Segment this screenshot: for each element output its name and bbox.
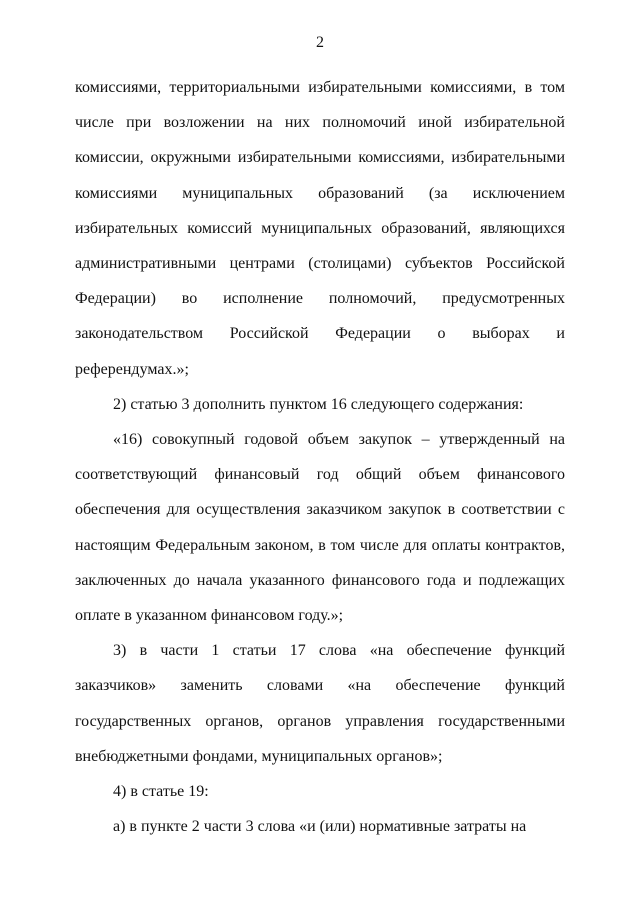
paragraph-subitem-a: а) в пункте 2 части 3 слова «и (или) нормативные затраты на xyxy=(113,818,527,836)
paragraph-item-2: 2) статью 3 дополнить пунктом 16 следующего содержания: xyxy=(113,395,524,413)
paragraph-continuation: комиссиями, территориальными избирательными комиссиями, в том числе при возложении на них полномочий иной избирательной комиссии, окружными избирательными комиссиями, избирательными комиссиями муниципальных образований (за исключением избирательных комиссий муниципальных образований, являющихся административными центрами (столицами) субъектов Российской Федерации) во исполнение полномочий, предусмотренных законодательством Российской Федерации о выборах и референдумах.»; xyxy=(75,79,565,378)
document-body xyxy=(75,70,565,844)
paragraph-definition-16: «16) совокупный годовой объем закупок – утвержденный на соответствующий финансовый год общий объем финансового обеспечения для осуществления заказчиком закупок в соответствии с настоящим Федеральным законом, в том числе для оплаты контрактов, заключенных до начала указанного финансового года и подлежащих оплате в указанном финансовом году.»; xyxy=(75,431,565,625)
paragraph-item-4: 4) в статье 19: xyxy=(113,783,209,801)
paragraph-item-3: 3) в части 1 статьи 17 слова «на обеспечение функций заказчиков» заменить словами «на обеспечение функций государственных органов, органов управления государственными внебюджетными фондами, муниципальных органов»; xyxy=(75,642,565,765)
page-number: 2 xyxy=(316,34,324,51)
